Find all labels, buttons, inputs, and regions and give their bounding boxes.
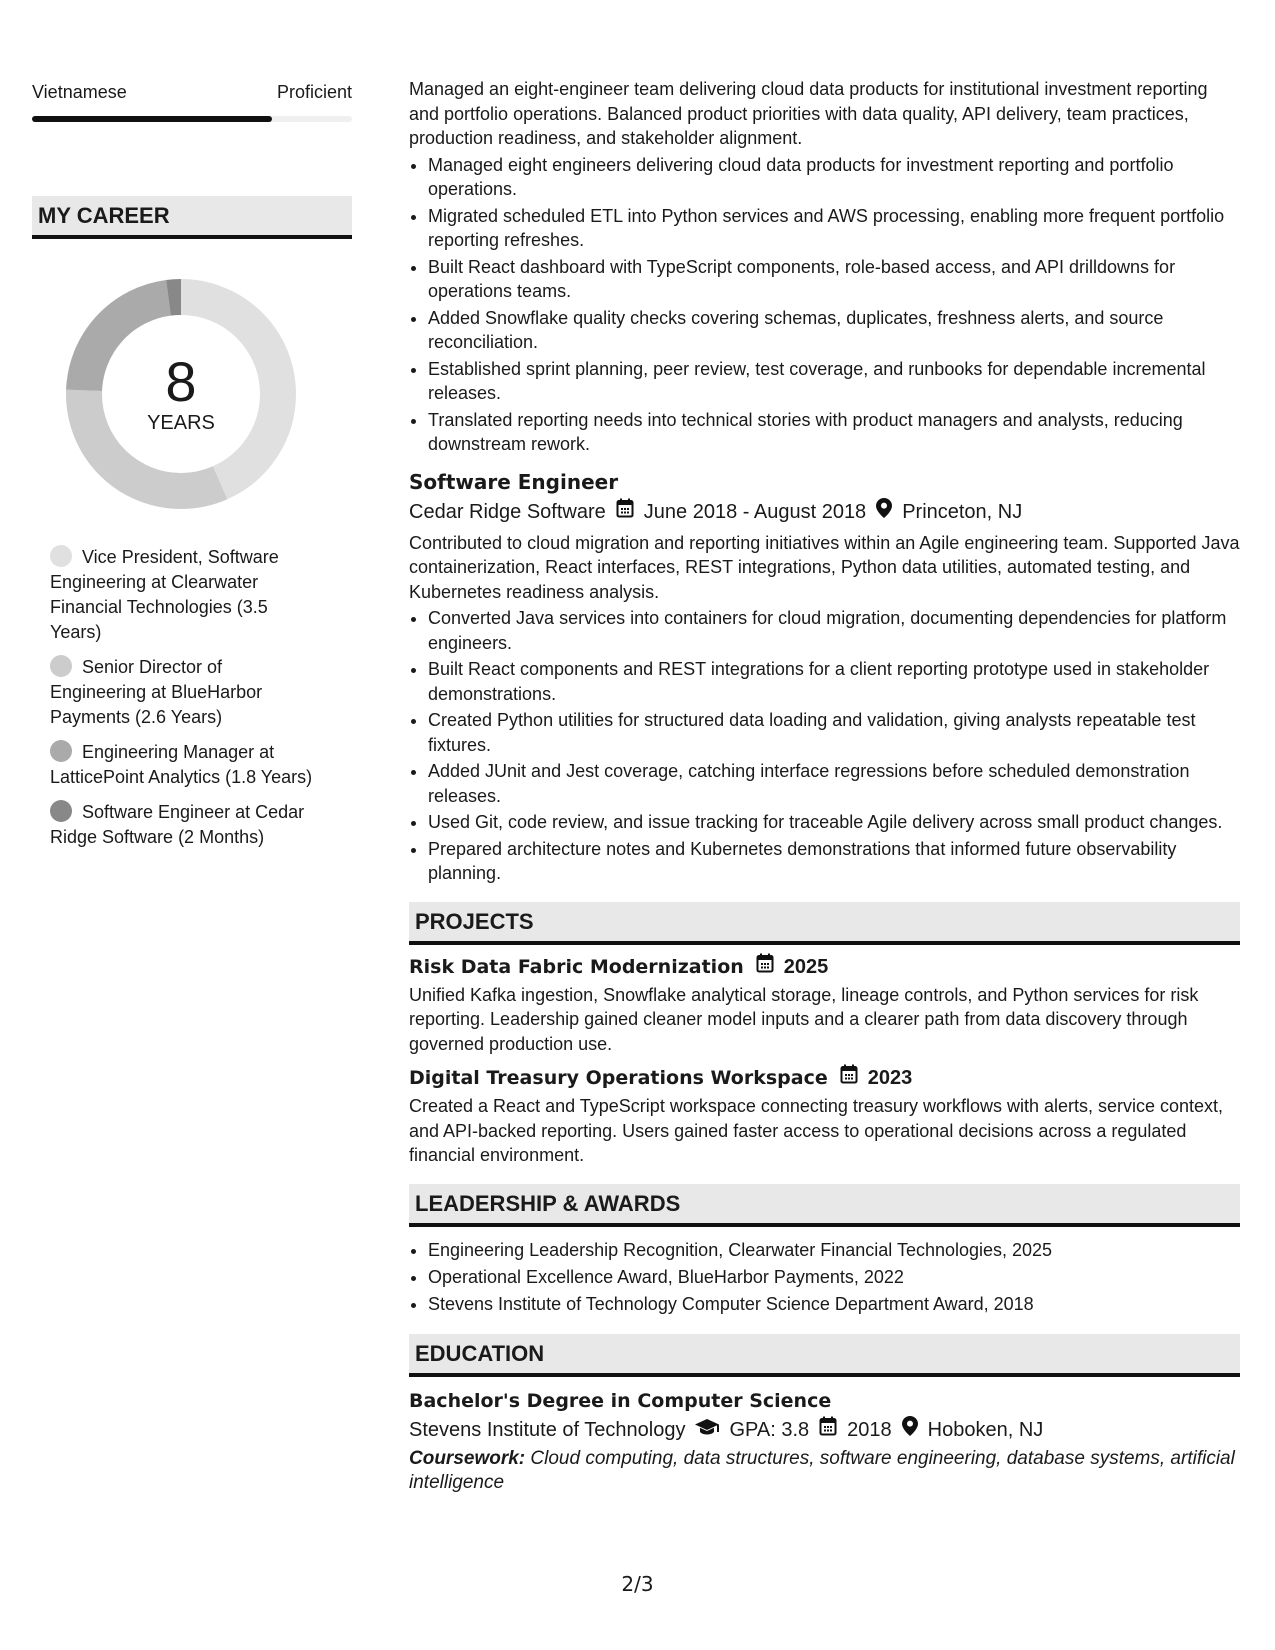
education-gpa: GPA: 3.8 [729,1418,810,1441]
job-summary: Contributed to cloud migration and reporting initiatives within an Agile engineering team. Supported Java containerization, React interfaces, REST integrations, Python data utilities, automated testing, and Kubernetes readiness analysis. [409,532,1240,602]
calendar-icon [616,497,634,527]
education-location: Hoboken, NJ [927,1418,1044,1441]
legend-dot-icon [50,800,72,822]
projects-heading: PROJECTS [409,902,1240,945]
career-legend-label: Vice President, Software Engineering at Clearwater Financial Technologies (3.5 Years) [50,547,279,642]
coursework-label: Coursework: [409,1447,526,1469]
job-bullet-item: • Added JUnit and Jest coverage, catching interface regressions before scheduled demonstration releases. [428,759,1240,808]
career-legend-label: Software Engineer at Cedar Ridge Software (2 Months) [50,802,305,847]
education-degree: Bachelor's Degree in Computer Science [409,1389,832,1412]
career-legend-item [50,655,322,730]
language-row [32,80,352,104]
career-legend-label: Engineering Manager at LatticePoint Analytics (1.8 Years) [50,742,313,787]
legend-dot-icon [50,655,72,677]
location-pin-icon [876,497,892,527]
intro-bullet-item: • Migrated scheduled ETL into Python services and AWS processing, enabling more frequent portfolio reporting refreshes. [428,204,1240,253]
award-item: • Engineering Leadership Recognition, Clearwater Financial Technologies, 2025 [428,1237,1240,1264]
project-year: 2025 [783,955,829,978]
project-title [409,953,1240,981]
career-legend [32,545,322,850]
career-heading: MY CAREER [32,196,352,239]
career-donut-center [66,279,296,509]
intro-bullet-item: • Translated reporting needs into technical stories with product managers and analysts, reducing downstream rework. [428,408,1240,457]
sidebar [32,80,352,860]
career-legend-item [50,545,322,645]
coursework-text: Cloud computing, data structures, software engineering, database systems, artificial intelligence [409,1447,1235,1493]
career-donut-chart [66,279,296,509]
project-description: Created a React and TypeScript workspace connecting treasury workflows with alerts, service context, and API-backed reporting. Users gained faster access to operational decisions across a regulated financial environment. [409,1096,1224,1165]
project-name: Digital Treasury Operations Workspace [409,1067,828,1089]
award-item: • Operational Excellence Award, BlueHarbor Payments, 2022 [428,1264,1240,1291]
education-year: 2018 [847,1418,892,1441]
awards-heading: LEADERSHIP & AWARDS [409,1184,1240,1227]
award-item: • Stevens Institute of Technology Computer Science Department Award, 2018 [428,1291,1240,1318]
project-year: 2023 [867,1067,913,1089]
page-number: 2/3 [621,1572,654,1596]
education-meta [409,1415,1240,1445]
job-bullet-item: • Prepared architecture notes and Kubernetes demonstrations that informed future observability planning. [428,837,1240,886]
intro-summary: Managed an eight-engineer team delivering cloud data products for institutional investment reporting and portfolio operations. Balanced product priorities with data quality, API delivery, team practices, production readiness, and stakeholder alignment. [409,79,1208,148]
project-name: Risk Data Fabric Modernization [409,955,744,978]
main-content [409,77,1240,1495]
intro-bullet-list [409,153,1240,457]
location-pin-icon [902,1415,918,1445]
education-school: Stevens Institute of Technology [409,1418,686,1441]
education-coursework [409,1447,1240,1495]
intro-bullet-item: • Established sprint planning, peer review, test coverage, and runbooks for dependable incremental releases. [428,357,1240,406]
job-bullet-item: • Used Git, code review, and issue tracking for traceable Agile delivery across small product changes. [428,810,1240,835]
calendar-icon [840,1064,858,1092]
legend-dot-icon [50,545,72,567]
intro-bullet-item: • Built React dashboard with TypeScript components, role-based access, and API drilldowns for operations teams. [428,255,1240,304]
language-proficiency-bar [32,116,352,122]
career-legend-item [50,740,322,790]
job-title: Software Engineer [409,469,619,494]
intro-bullet-item: • Managed eight engineers delivering cloud data products for investment reporting and portfolio operations. [428,153,1240,202]
job-bullet-item: • Built React components and REST integrations for a client reporting prototype used in stakeholder demonstrations. [428,657,1240,706]
job-bullet-item: • Created Python utilities for structured data loading and validation, giving analysts repeatable test fixtures. [428,708,1240,757]
awards-list [409,1237,1240,1318]
project-title [409,1064,1240,1092]
intro-bullet-item: • Added Snowflake quality checks covering schemas, duplicates, freshness alerts, and source reconciliation. [428,306,1240,355]
job-bullet-list [409,606,1240,886]
calendar-icon [819,1415,837,1445]
language-name: Vietnamese [32,82,127,102]
legend-dot-icon [50,740,72,762]
job-meta [409,497,1240,527]
career-total-number: 8 [165,350,197,413]
graduation-cap-icon [695,1415,719,1445]
job-dates: June 2018 - August 2018 [643,500,867,523]
language-proficiency-fill [32,116,272,122]
projects-list [409,953,1240,1168]
job-bullet-item: • Converted Java services into containers for cloud migration, documenting dependencies for platform engineers. [428,606,1240,655]
education-heading: EDUCATION [409,1334,1240,1377]
calendar-icon [756,953,774,981]
job-location: Princeton, NJ [902,500,1023,523]
career-total-unit: YEARS [147,412,215,434]
career-legend-item [50,800,322,850]
language-level: Proficient [276,82,352,102]
project-description: Unified Kafka ingestion, Snowflake analytical storage, lineage controls, and Python services for risk reporting. Leadership gained cleaner model inputs and a clearer path from data discovery through governed production use. [409,984,1199,1054]
job-company: Cedar Ridge Software [409,500,606,523]
career-legend-label: Senior Director of Engineering at BlueHarbor Payments (2.6 Years) [50,657,263,727]
